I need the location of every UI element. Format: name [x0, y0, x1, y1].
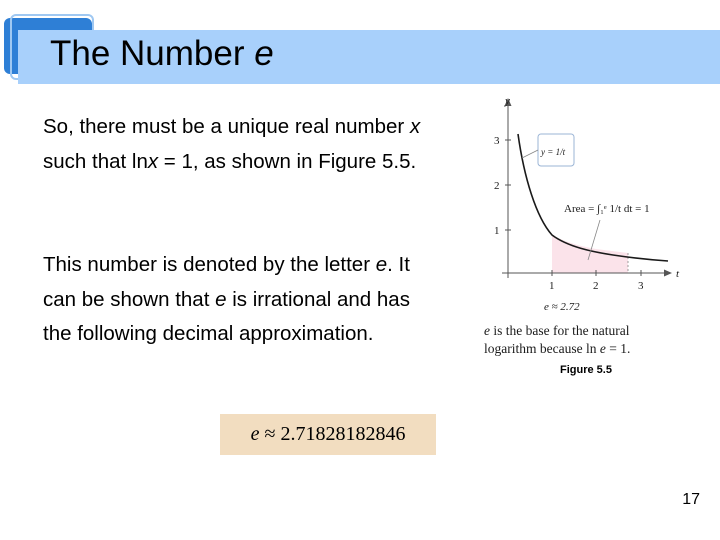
text-run: = 1, as shown in Figure 5.5.: [158, 149, 417, 173]
approximation-box: [220, 414, 436, 455]
var-e: e: [375, 253, 388, 276]
curve-label-pointer: [522, 150, 538, 158]
approx-value: 2.71828182846: [280, 423, 406, 445]
var-e: e: [599, 341, 606, 356]
var-x: x: [409, 115, 421, 138]
t-tick-label: 2: [593, 280, 599, 292]
y-axis-label: y: [505, 95, 510, 107]
var-e: e: [250, 423, 260, 445]
t-axis-label: t: [676, 268, 680, 280]
title-variable: e: [254, 34, 274, 73]
area-label: Area = ∫₁ᵉ 1/t dt = 1: [564, 203, 650, 215]
var-e: e: [215, 287, 227, 311]
y-tick-label: 1: [494, 225, 500, 237]
title-prefix: The Number: [50, 34, 255, 73]
page-number: 17: [682, 491, 700, 508]
figure-5-5-graph: [478, 92, 690, 313]
text-run: This number is denoted by the letter: [43, 253, 376, 276]
caption-text: is the base for the natural logarithm because ln: [484, 323, 630, 356]
t-axis-arrow: [664, 270, 672, 277]
t-tick-label: 3: [638, 280, 644, 292]
paragraph-unique-number: [43, 110, 443, 179]
approximation-text: [220, 414, 436, 455]
paragraph-denoted-e: [43, 248, 413, 352]
var-e: e: [484, 323, 490, 338]
var-x: x: [147, 149, 159, 173]
t-tick-label: 1: [549, 280, 555, 292]
text-run: is irrational and has the following decimal approximation.: [43, 287, 410, 345]
text-run: . It can be shown that: [43, 253, 410, 311]
y-tick-label: 2: [494, 180, 500, 192]
e-marker-label: e ≈ 2.72: [544, 301, 580, 313]
caption-text: = 1.: [605, 341, 631, 356]
approx-symbol: ≈: [264, 423, 276, 445]
figure-caption: [484, 322, 674, 358]
y-tick-label: 3: [494, 135, 500, 147]
slide-title: [50, 32, 274, 76]
figure-label: Figure 5.5: [560, 364, 612, 376]
text-run: So, there must be a unique real number: [43, 115, 410, 138]
curve-label: y = 1/t: [541, 147, 566, 157]
text-run: such that ln: [43, 149, 148, 173]
graph-svg: [478, 92, 690, 313]
